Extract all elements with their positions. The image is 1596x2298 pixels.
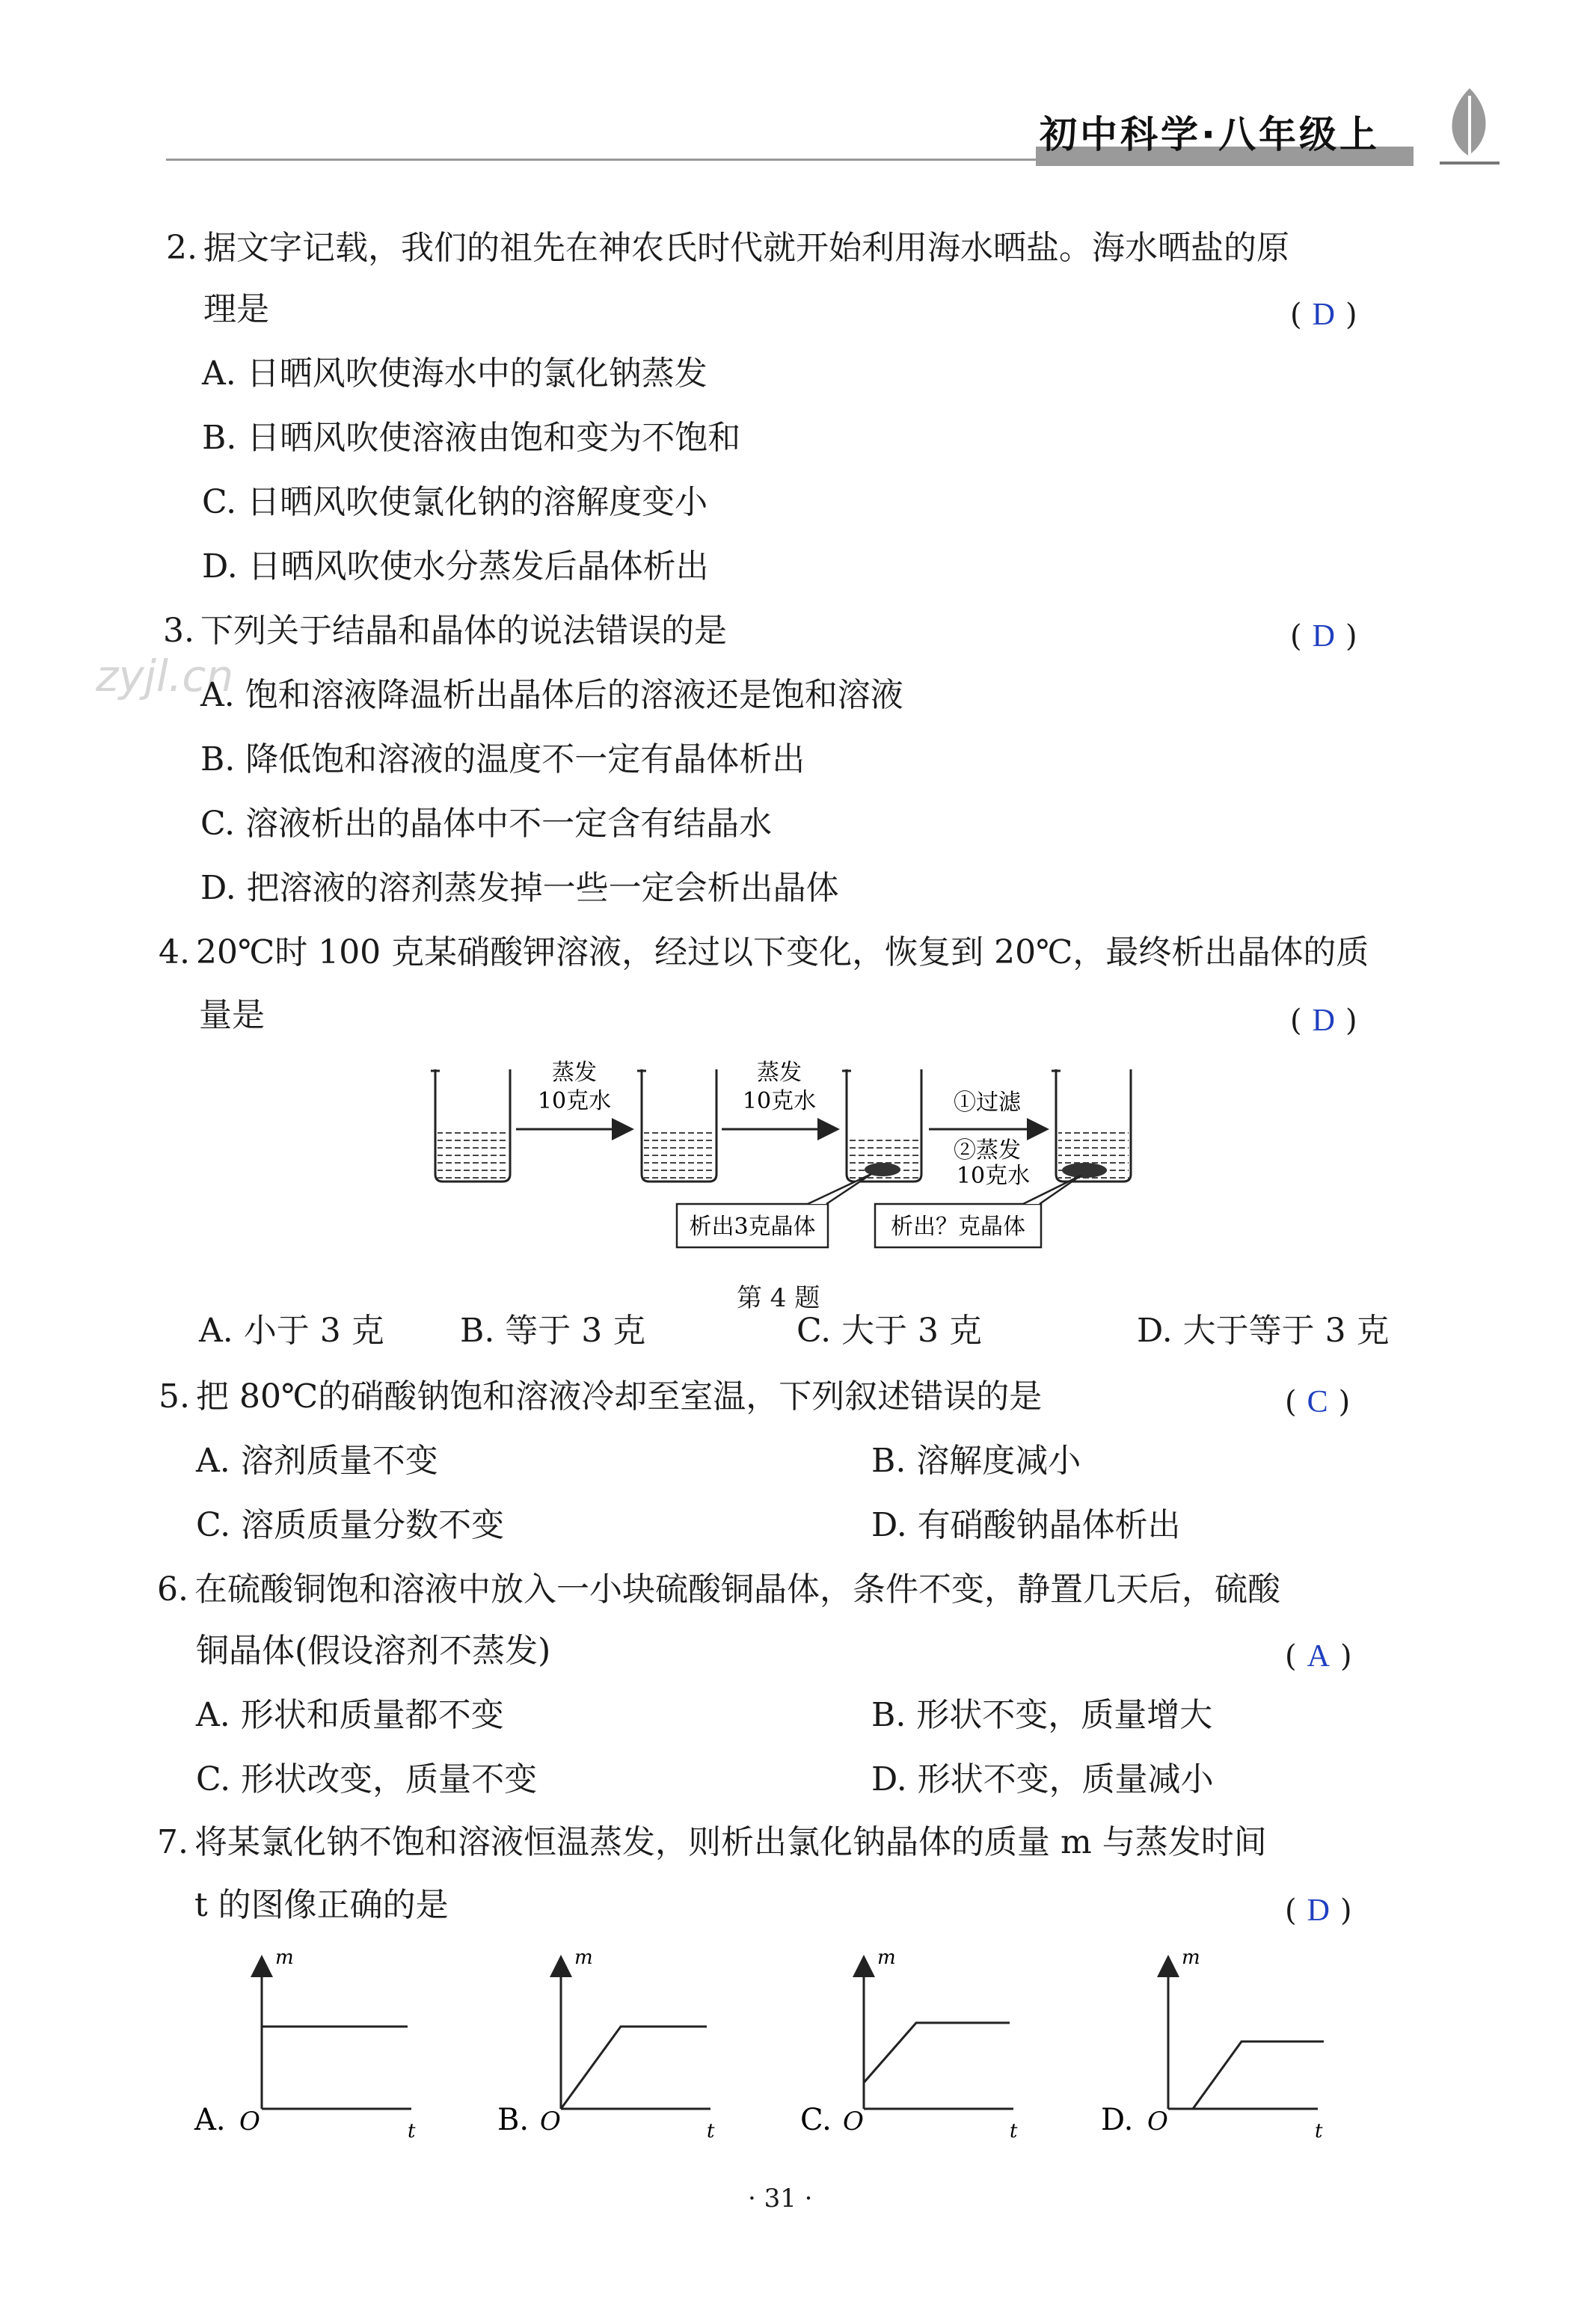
graph-d-line [1193, 2042, 1324, 2109]
step3-label-2: ②蒸发 [954, 1137, 1021, 1164]
leaf-logo-icon [1432, 81, 1507, 170]
q5-option-b: B. 溶解度减小 [871, 1442, 1081, 1480]
graph-b-origin: O [540, 2107, 561, 2136]
q6-option-a: A. 形状和质量都不变 [196, 1696, 504, 1734]
q5-number: 5. [159, 1377, 190, 1416]
step3-label-3: 10克水 [956, 1163, 1031, 1189]
beaker-4 [1052, 1069, 1131, 1182]
step1-label-2: 10克水 [537, 1088, 612, 1114]
q3-option-c: C. 溶液析出的晶体中不一定含有结晶水 [200, 805, 773, 843]
q2-option-a: A. 日晒风吹使海水中的氯化钠蒸发 [202, 354, 708, 393]
q3-option-d: D. 把溶液的溶剂蒸发掉一些一定会析出晶体 [200, 869, 839, 907]
q2-stem-line1: 据文字记载，我们的祖先在神农氏时代就开始利用海水晒盐。海水晒盐的原 [203, 229, 1289, 267]
graph-a-origin: O [239, 2107, 260, 2136]
graph-a [194, 1947, 416, 2142]
beaker-3 [842, 1069, 921, 1182]
graph-c-y-label: m [877, 1947, 896, 1969]
graph-b-label: B. [497, 2103, 530, 2137]
graph-c-line [864, 2023, 1010, 2083]
q6-option-c: C. 形状改变，质量不变 [196, 1760, 538, 1798]
q3-stem-line1: 下列关于结晶和晶体的说法错误的是 [200, 612, 727, 650]
q6-answer: A [1307, 1639, 1330, 1674]
q7-answer: D [1307, 1893, 1330, 1928]
q4-figure [419, 1054, 1167, 1264]
graph-a-label: A. [194, 2103, 226, 2137]
q2-option-d: D. 日晒风吹使水分蒸发后晶体析出 [202, 547, 709, 586]
q6-option-b: B. 形状不变，质量增大 [871, 1696, 1213, 1734]
graph-b-x-label: t [707, 2120, 715, 2142]
graph-b-line [561, 2027, 707, 2109]
graph-c-label: C. [800, 2103, 832, 2137]
callout-2-text: 析出？克晶体 [891, 1214, 1025, 1240]
q3-number: 3. [163, 612, 194, 650]
q4-option-c: C. 大于 3 克 [797, 1312, 983, 1350]
header-title: 初中科学·八年级上 [1040, 113, 1380, 156]
graph-b [497, 1947, 715, 2142]
q2-stem-line2: 理是 [203, 290, 269, 328]
q3-option-b: B. 降低饱和溶液的温度不一定有晶体析出 [200, 740, 805, 778]
graph-c-origin: O [843, 2107, 864, 2136]
graph-d-x-label: t [1315, 2120, 1323, 2142]
graph-c [800, 1947, 1018, 2142]
watermark: zyjl.cn [96, 651, 234, 701]
q7-stem-line2: t 的图像正确的是 [194, 1886, 449, 1924]
q5-option-d: D. 有硝酸钠晶体析出 [871, 1506, 1181, 1544]
graph-d-origin: O [1147, 2107, 1168, 2136]
graph-a-y-label: m [275, 1947, 294, 1969]
q6-stem-line1: 在硫酸铜饱和溶液中放入一小块硫酸铜晶体，条件不变，静置几天后，硫酸 [194, 1570, 1280, 1609]
graph-a-x-label: t [408, 2120, 416, 2142]
callout-1 [677, 1174, 871, 1247]
q2-number: 2. [166, 229, 197, 267]
step2-label-2: 10克水 [742, 1088, 817, 1114]
q6-number: 6. [157, 1570, 188, 1609]
q4-number: 4. [159, 933, 190, 971]
header-rule [166, 159, 1049, 161]
beaker-2 [637, 1069, 716, 1182]
q6-stem-line2: 铜晶体(假设溶剂不蒸发) [196, 1632, 551, 1670]
graph-d-y-label: m [1182, 1947, 1200, 1969]
q3-option-a: A. 饱和溶液降温析出晶体后的溶液还是饱和溶液 [200, 676, 903, 714]
q7-graphs [187, 1944, 1384, 2154]
callout-1-text: 析出3克晶体 [689, 1214, 816, 1240]
q7-stem-line1: 将某氯化钠不饱和溶液恒温蒸发，则析出氯化钠晶体的质量 m 与蒸发时间 [194, 1823, 1267, 1861]
graph-b-y-label: m [574, 1947, 593, 1969]
q2-answer: D [1312, 298, 1335, 332]
q5-stem-line1: 把 80℃的硝酸钠饱和溶液冷却至室温，下列叙述错误的是 [196, 1377, 1043, 1416]
q5-option-a: A. 溶剂质量不变 [196, 1442, 438, 1480]
graph-d-label: D. [1101, 2103, 1134, 2137]
q7-answer-bracket: ( D ) [1285, 1893, 1352, 1928]
graph-d [1101, 1947, 1324, 2142]
q5-answer: C [1307, 1385, 1328, 1419]
step2-label-1: 蒸发 [757, 1060, 802, 1086]
q5-answer-bracket: ( C ) [1285, 1385, 1351, 1419]
q2-option-c: C. 日晒风吹使氯化钠的溶解度变小 [202, 483, 708, 521]
q4-answer-bracket: ( D ) [1290, 1004, 1357, 1038]
q6-option-d: D. 形状不变，质量减小 [871, 1760, 1214, 1798]
page-number: · 31 · [748, 2184, 813, 2213]
q4-option-a: A. 小于 3 克 [199, 1312, 384, 1350]
q4-caption: 第 4 题 [737, 1283, 820, 1313]
step1-label-1: 蒸发 [552, 1060, 597, 1086]
q2-option-b: B. 日晒风吹使溶液由饱和变为不饱和 [202, 419, 741, 457]
q2-answer-bracket: ( D ) [1290, 298, 1357, 332]
q4-stem-line1: 20℃时 100 克某硝酸钾溶液，经过以下变化，恢复到 20℃，最终析出晶体的质 [196, 933, 1369, 971]
graph-c-x-label: t [1010, 2120, 1018, 2142]
q6-answer-bracket: ( A ) [1285, 1639, 1352, 1674]
q5-option-c: C. 溶质质量分数不变 [196, 1506, 505, 1544]
q3-answer-bracket: ( D ) [1290, 619, 1357, 654]
q4-answer: D [1312, 1004, 1335, 1038]
q4-stem-line2: 量是 [199, 996, 265, 1034]
q4-option-b: B. 等于 3 克 [460, 1312, 646, 1350]
beaker-1 [431, 1069, 510, 1182]
q3-answer: D [1312, 619, 1335, 654]
q7-number: 7. [157, 1823, 188, 1861]
q4-option-d: D. 大于等于 3 克 [1137, 1312, 1390, 1350]
step3-label-1: ①过滤 [954, 1090, 1021, 1116]
